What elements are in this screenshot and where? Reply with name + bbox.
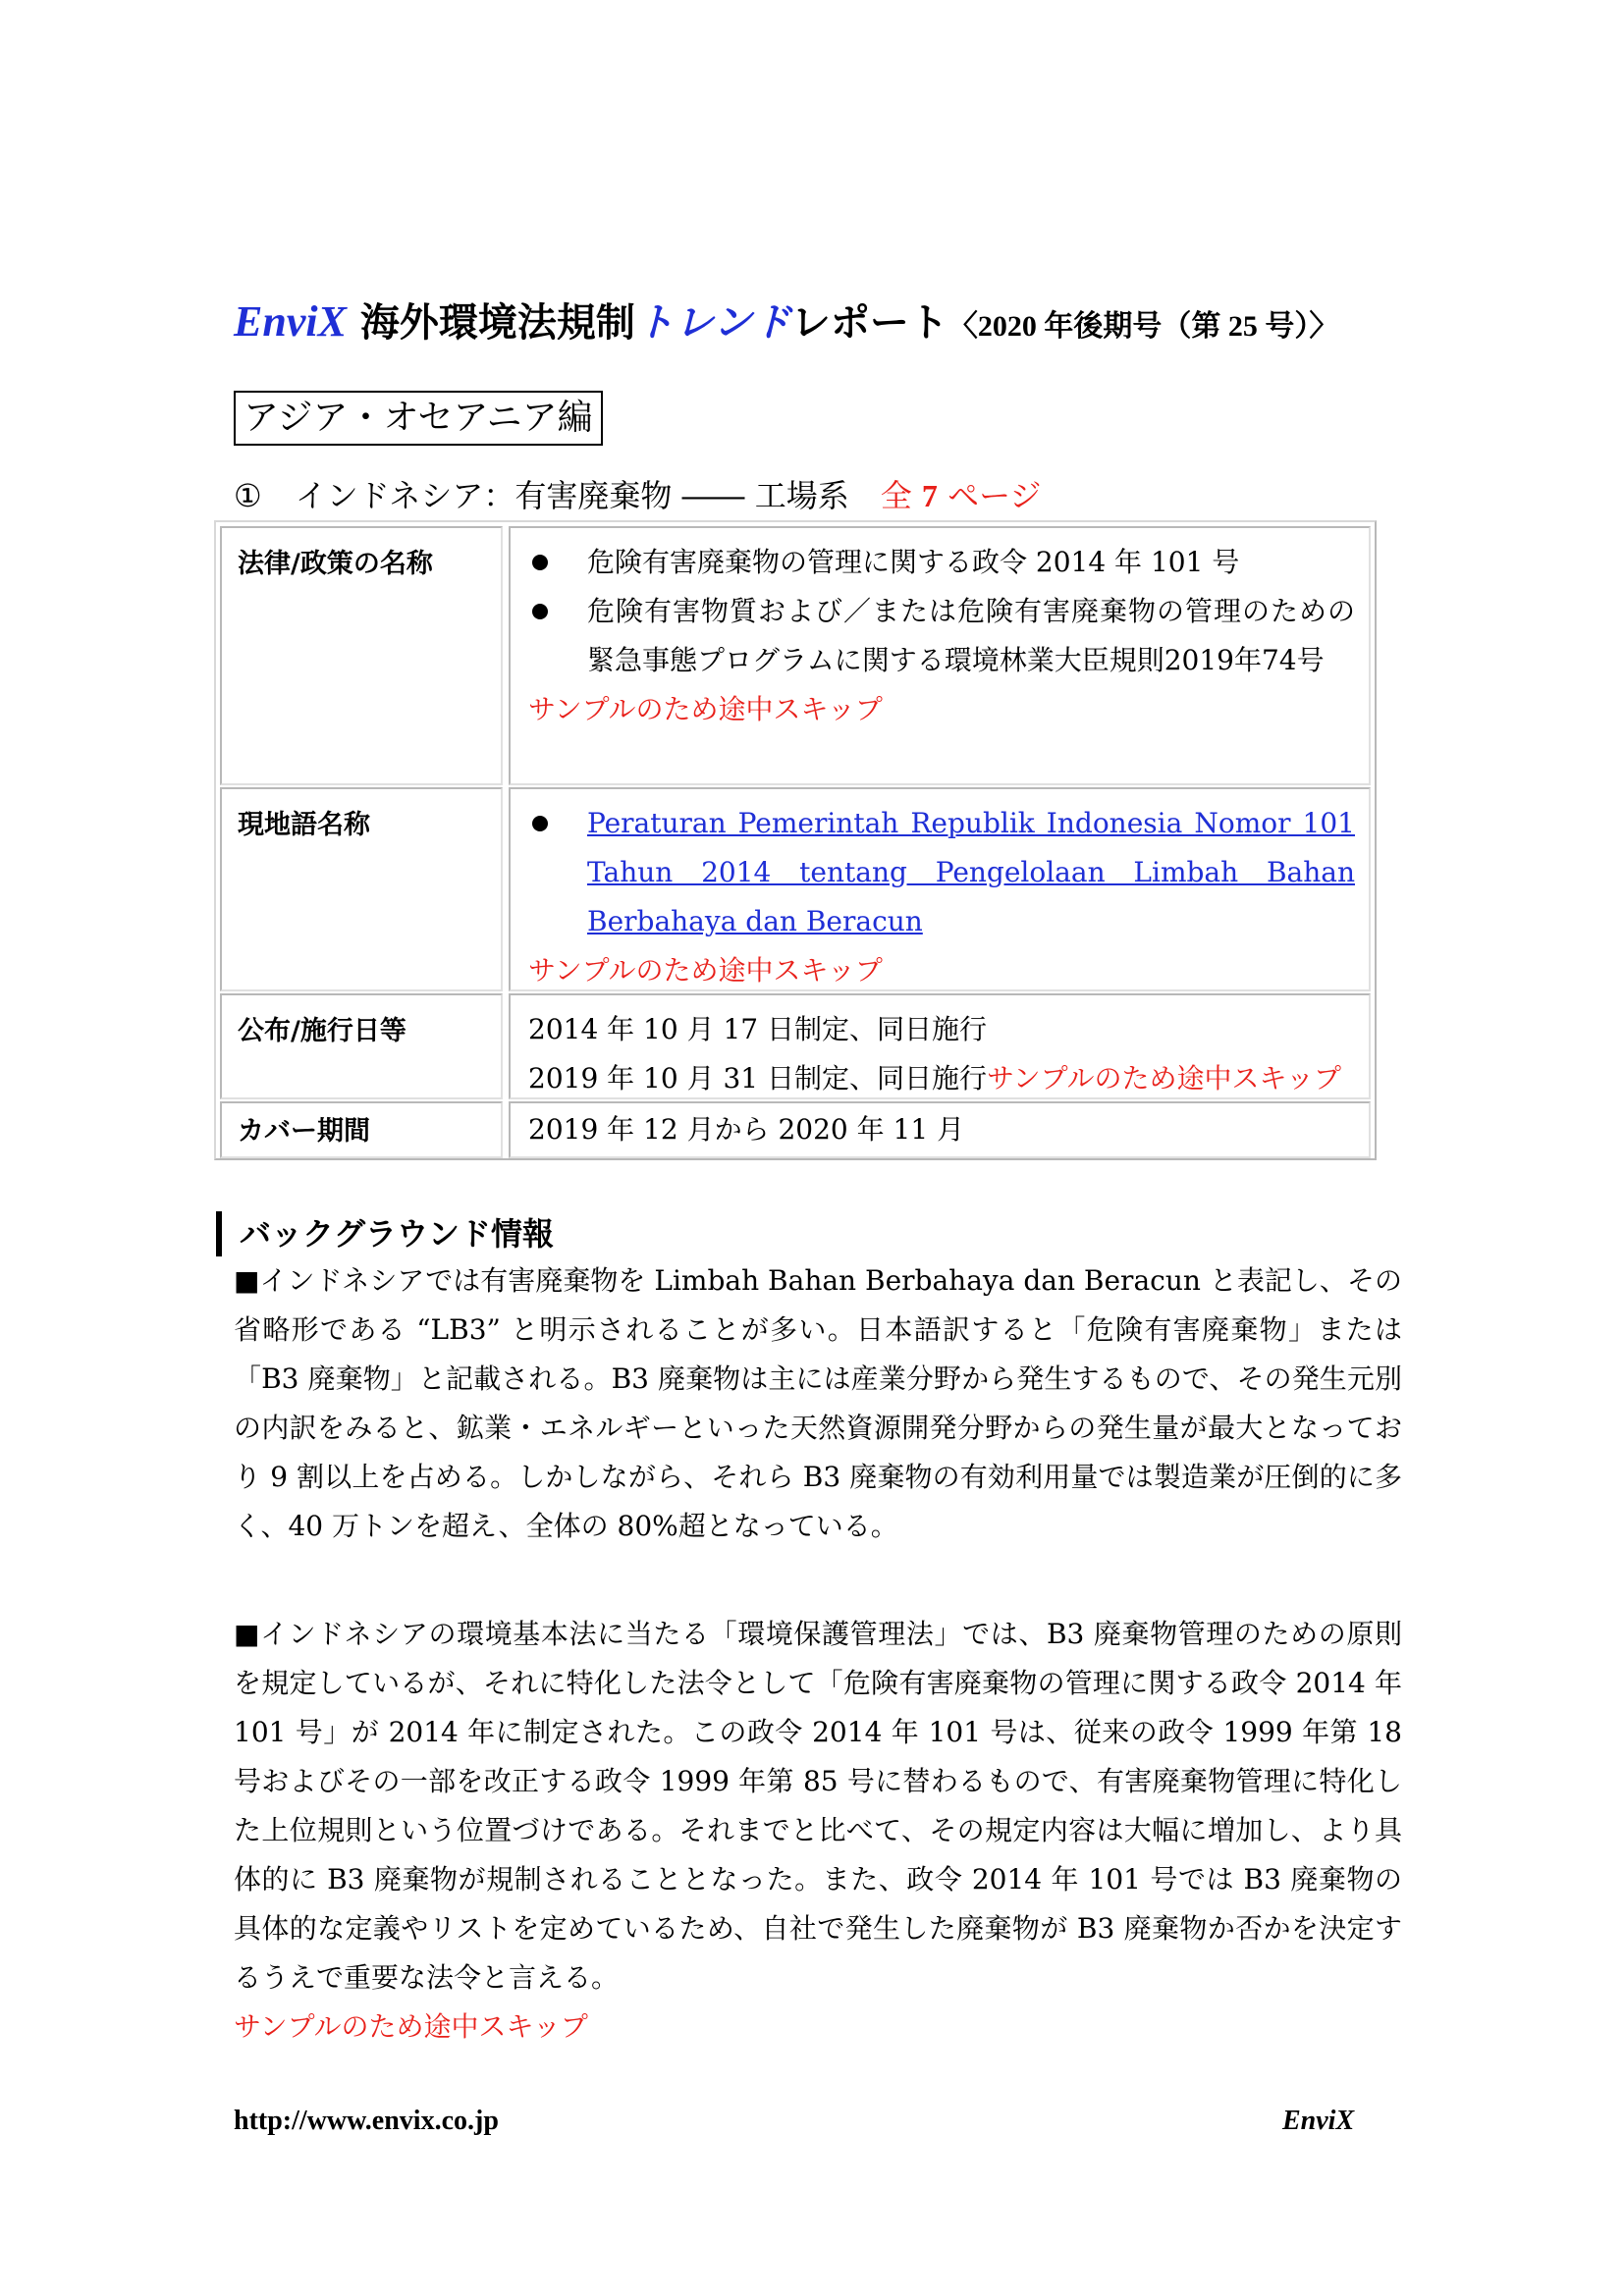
region-label: アジア・オセアニア編: [234, 391, 603, 446]
background-paragraph: ■インドネシアの環境基本法に当たる「環境保護管理法」では、B3 廃棄物管理のための原則を規定しているが、それに特化した法令として「危険有害廃棄物の管理に関する政令 2014 年 101 号」が 2014 年に制定された。この政令 2014 年 101 号は、従来の政令 1999 年第 18 号およびその一部を改正する政令 1999 年第 85 号に替わるもので、有害廃棄物管理に特化した上位規則という位置づけである。それまでと比べて、その規定内容は大幅に増加し、より具体的に B3 廃棄物が規制されることとなった。また、政令 2014 年 101 号では B3 廃棄物の具体的な定義やリストを定めているため、自社で発生した廃棄物が B3 廃棄物か否かを決定するうえで重要な法令と言える。: [234, 1618, 1402, 1994]
bullet-icon: [532, 604, 548, 619]
list-item: [528, 799, 1355, 946]
row-label: カバー期間: [220, 1101, 503, 1158]
table-row: [220, 1101, 1371, 1158]
date-line: 2014 年 10 月 17 日制定、同日施行: [528, 1013, 988, 1045]
bullet-icon: [532, 816, 548, 831]
list-item: 危険有害廃棄物の管理に関する政令 2014 年 101 号: [528, 538, 1355, 587]
page-count: 全 7 ページ: [880, 477, 1042, 514]
table-row: [220, 993, 1371, 1099]
footer-url-link[interactable]: http://www.envix.co.jp: [234, 2106, 499, 2136]
section-number: ①: [234, 477, 262, 514]
skip-note: サンプルのため途中スキップ: [234, 2010, 588, 2043]
law-info-table: [214, 520, 1377, 1160]
table-row: [220, 787, 1371, 991]
table-row: [220, 526, 1371, 785]
row-label: 法律/政策の名称: [220, 526, 503, 785]
section-title: インドネシア：有害廃棄物 ―― 工場系: [295, 477, 849, 514]
skip-note: サンプルのため途中スキップ: [528, 954, 883, 987]
issue-label: 〈2020 年後期号（第 25 号）〉: [947, 310, 1339, 343]
local-law-link[interactable]: Peraturan Pemerintah Republik Indonesia Nomor 101 Tahun 2014 tentang Pengelolaan Limbah Bahan Berbahaya dan Beracun: [587, 807, 1355, 937]
brand-name: EnviX: [234, 297, 347, 346]
background-paragraph: ■インドネシアでは有害廃棄物を Limbah Bahan Berbahaya dan Beracun と表記し、その省略形である “LB3” と明示されることが多い。日本語訳すると「危険有害廃棄物」または「B3 廃棄物」と記載される。B3 廃棄物は主には産業分野から発生するもので、その発生元別の内訳をみると、鉱業・エネルギーといった天然資源開発分野からの発生量が最大となっており 9 割以上を占める。しかしながら、それら B3 廃棄物の有効利用量では製造業が圧倒的に多く、40 万トンを超え、全体の 80%超となっている。: [234, 1264, 1402, 1542]
skip-note: サンプルのため途中スキップ: [987, 1062, 1341, 1095]
title-part1: 海外環境法規制: [346, 300, 635, 346]
row-label: 公布/施行日等: [220, 993, 503, 1099]
row-value: [509, 993, 1371, 1099]
row-value: 2019 年 12 月から 2020 年 11 月: [509, 1101, 1371, 1158]
row-value: [509, 787, 1371, 991]
report-title: [234, 293, 1412, 351]
title-part2: レポート: [790, 300, 948, 346]
date-line: 2019 年 10 月 31 日制定、同日施行サンプルのため途中スキップ: [528, 1062, 1341, 1095]
background-heading: バックグラウンド情報: [216, 1211, 554, 1256]
row-label: 現地語名称: [220, 787, 503, 991]
section-heading: [234, 469, 1041, 522]
list-item: 危険有害物質および／または危険有害廃棄物の管理のための緊急事態プログラムに関する環境林業大臣規則2019年74号: [528, 587, 1355, 685]
bullet-icon: [532, 555, 548, 570]
skip-note: サンプルのため途中スキップ: [528, 693, 883, 725]
title-italic: トレンド: [634, 300, 791, 346]
row-value: [509, 526, 1371, 785]
footer-brand: EnviX: [1282, 2106, 1355, 2136]
